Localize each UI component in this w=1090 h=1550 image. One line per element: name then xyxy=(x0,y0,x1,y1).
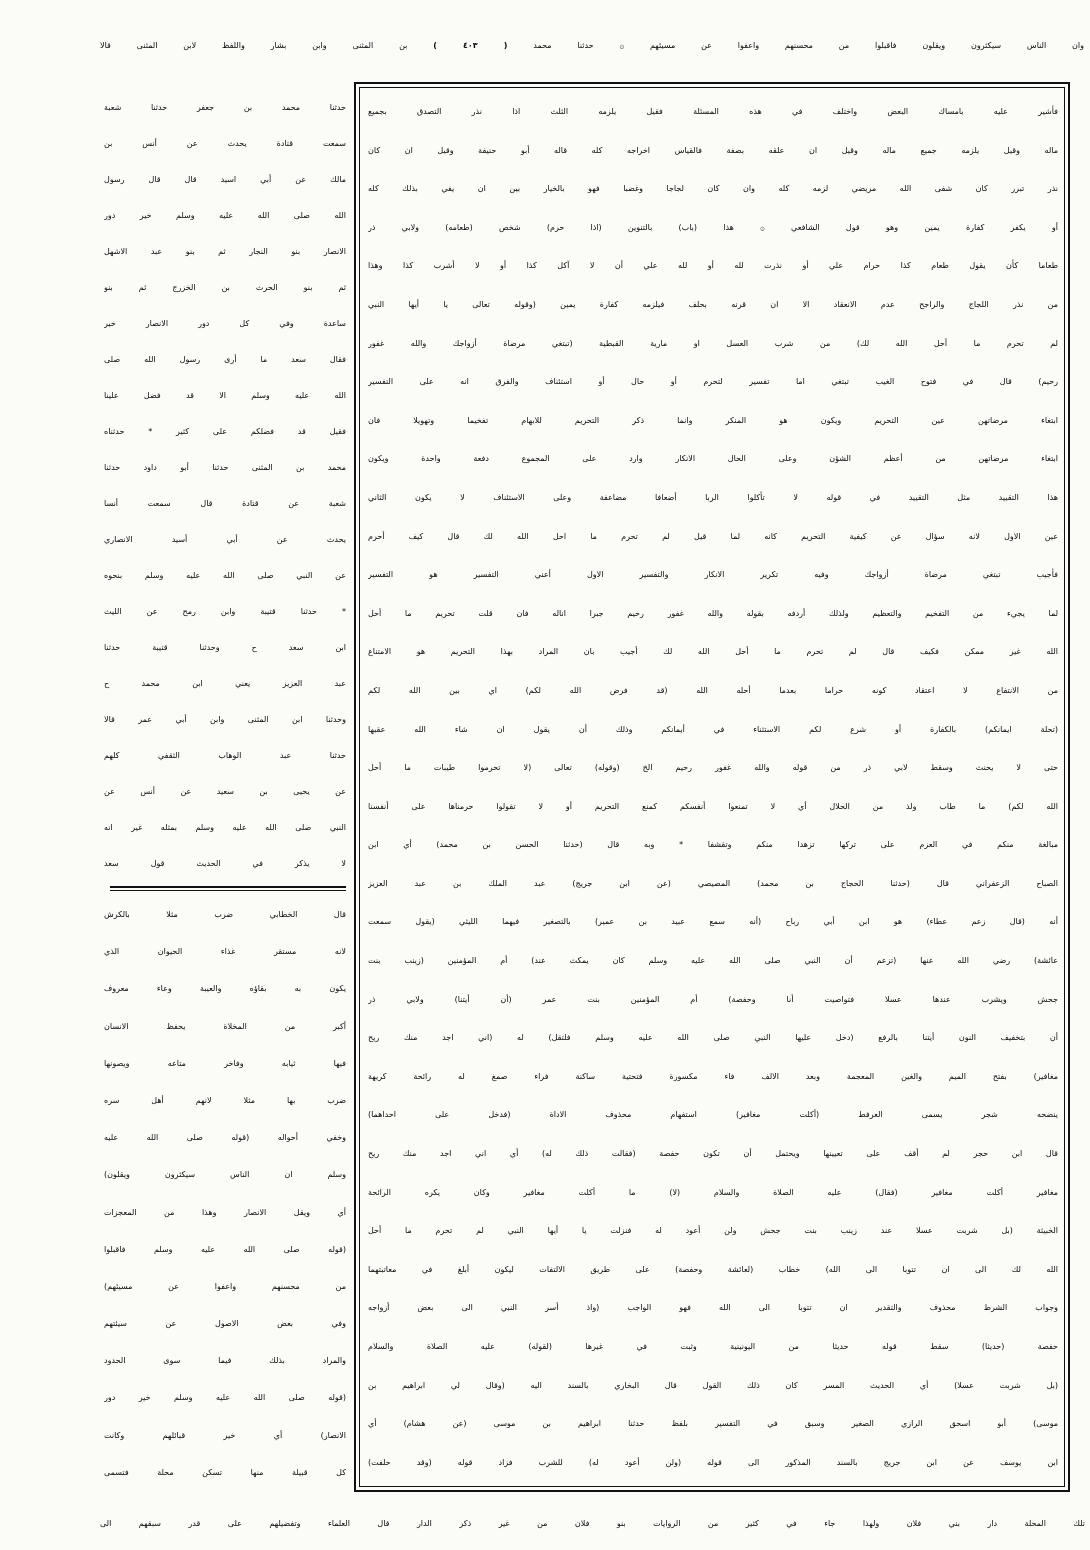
commentary-line: حفصة (حديثا) سقط قوله حديثا من اليونينية وثبت في غيرها (لقوله) عليه الصلاة والسلام xyxy=(368,1342,1058,1351)
hadith-line: محمد بن المثنى حدثنا أبو داود حدثنا xyxy=(104,463,346,472)
commentary-line: طعاما كأن يقول طعام كذا حرام علي أو نذرت لله أو لله علي أن لا آكل كذا أو لا أشرب كذا وهذا xyxy=(368,261,1058,271)
commentary-line: ماله وقيل يلزمه جميع ماله وقيل ان علقه بصفة فالقياس اخراجه كله قاله أبو حنيفة وقيل ان كان xyxy=(368,145,1058,155)
side-note-line: وفي بعض الاصول عن سيئتهم xyxy=(104,1319,346,1329)
commentary-line: وجواب الشرط محذوف والتقدير ان تتوبا الى الله فهو الواجب (واذ أسر النبي الى بعض أزواجه xyxy=(368,1303,1058,1313)
hadith-line: عن النبي صلى الله عليه وسلم بنحوه xyxy=(104,571,346,580)
hadith-line: النبي صلى الله عليه وسلم بمثله غير انه xyxy=(104,823,346,832)
hadith-line: عن يحيى بن سعيد عن أنس عن xyxy=(104,787,346,796)
commentary-line: ينضحه شجر يسمى العرفط (أكلت مغافير) استفهام محذوف الاداة (فدخل على احداهما) xyxy=(368,1110,1058,1120)
commentary-line: مغافير) بفتح الميم والغين المعجمة وبعد الالف فاء مكسورة فتحتية ساكنة فراء صمغ له رائحة كريهة xyxy=(368,1071,1058,1081)
commentary-line: ابن يوسف عن ابن جريج بالسند المذكور الى قوله (ولن أعود له) للشرب فزاد قوله (وقد حلفت) xyxy=(368,1457,1058,1467)
commentary-line: قال ابن حجر لم أقف على تعيينها ويحتمل أن تكون حفصة (فقالت ذلك له) أي اني اجد منك ريح xyxy=(368,1149,1058,1159)
commentary-line: الله لكم) ما طاب ولذ من الحلال أي لا تمنعوا أنفسكم كمنع التحريم أو لا تقولوا حرمناها على أنفسنا xyxy=(368,801,1058,811)
hadith-line: * حدثنا قتيبة وابن رمح عن الليث xyxy=(104,607,346,616)
column-divider xyxy=(110,886,346,891)
hadith-line: عبد العزيز يعني ابن محمد ح xyxy=(104,679,346,688)
commentary-line: (بل شربت عسلا) أي الحديث المسر كان ذلك القول قال البخاري بالسند اليه (وقال لي ابراهيم بن xyxy=(368,1380,1058,1390)
hadith-line: فقيل قد فضلكم على كثير * حدثناه xyxy=(104,427,346,436)
commentary-line: مغافير أكلت مغافير (فقال) عليه الصلاة والسلام (لا) ما أكلت مغافير وكان يكره الرائحة xyxy=(368,1187,1058,1197)
side-note-line: (قوله صلى الله عليه وسلم خير دور xyxy=(104,1393,346,1403)
side-note-line: (قوله صلى الله عليه وسلم فاقبلوا xyxy=(104,1244,346,1254)
side-note-line: أكبر من المخلاة يحفظ الانسان xyxy=(104,1021,346,1031)
hadith-line: لا يذكر في الحديث قول سعد xyxy=(104,859,346,868)
commentary-line: أو يكفر كفارة يمين وهو قول الشافعي ۞ هذا (باب) بالتنوين (اذا حرم) شخص (طعامه) ولابي ذر xyxy=(368,222,1058,232)
hadith-line: حدثنا محمد بن جعفر حدثنا شعبة xyxy=(104,103,346,112)
commentary-line: نذر تبرر كان شفى الله مريضي لزمه كله وان كان لجاجا وغضبا فهو بالخيار بين ان يفي بذلك كله xyxy=(368,184,1058,194)
commentary-line: الله غير ممكن فكيف قال لم تحرم ما أحل الله لك أجيب بان المراد بهذا التحريم هو الامتناع xyxy=(368,647,1058,657)
commentary-line: عين الاول لانه سؤال عن كيفية التحريم كانه لما قيل لم تحرم ما احل الله لك قال كيف أحرم xyxy=(368,531,1058,541)
commentary-line: الخبيثة (بل شربت عسلا عند زينب بنت جحش ولن أعود له فنزلت يا أيها النبي لم تحرم ما أحل xyxy=(368,1226,1058,1236)
hadith-line: فقال سعد ما أرى رسول الله صلى xyxy=(104,355,346,364)
running-header xyxy=(100,26,1084,66)
side-note-line: من محسنهم واعفوا عن مسيئهم) xyxy=(104,1281,346,1291)
commentary-frame xyxy=(354,82,1070,1492)
side-note-line: ضرب بها مثلا لانهم أهل سره xyxy=(104,1095,346,1105)
commentary-line: موسى) أبو اسحق الرازي الصغير وسبق في التفسير بلفظ حدثنا ابراهيم بن موسى (عن هشام) أي xyxy=(368,1419,1058,1429)
commentary-line: فأجيب تبتغي مرضاة أزواجك وفيه تكرير الانكار والتفسير الاول أعني التفسير هو التفسير xyxy=(368,570,1058,580)
hadith-line: يحدث عن أبي أسيد الانصاري xyxy=(104,535,346,544)
side-note-line: قال الخطابي ضرب مثلا بالكرش xyxy=(104,910,346,919)
page-number: ( ٤٠٣ ) xyxy=(433,41,508,50)
hadith-line: شعبة عن قتادة قال سمعت أنسا xyxy=(104,499,346,508)
commentary-line: الله لك الى ان تتوبا الى الله) خطاب (لعائشة وحفصة) على طريق الالتفات ليكون أبلغ في معاتبتهما xyxy=(368,1264,1058,1274)
hadith-line: سمعت قتادة يحدث عن أنس بن xyxy=(104,139,346,148)
hadith-line: وحدثنا ابن المثنى وابن أبي عمر قالا xyxy=(104,715,346,724)
commentary-line: (تحلة ايمانكم) بالكفارة أو شرع لكم الاستثناء في أيمانكم وذلك أن يقول ان شاء الله عقبها xyxy=(368,724,1058,734)
commentary-line: عائشة) رضي الله عنها (تزعم أن النبي صلى الله عليه وسلم كان يمكث عند) أم المؤمنين (زينب بنت xyxy=(368,956,1058,966)
hadith-line: ثم بنو الحرث بن الخزرج ثم بنو xyxy=(104,283,346,292)
commentary-line: مبالغة منكم في العزم على تركها تزهدا منكم وتقشفا * وبه قال (حدثنا الحسن بن محمد) أي ابن xyxy=(368,840,1058,850)
header-text-left: بن المثنى وابن بشار واللفظ لابن المثنى قالا xyxy=(100,41,408,50)
commentary-line: لم تحرم ما أحل الله لك) من شرب العسل او مارية القبطية (تبتغي مرضاة أزواجك والله غفور xyxy=(368,338,1058,348)
hadith-line: الله صلى الله عليه وسلم خير دور xyxy=(104,211,346,220)
hadith-line: الله عليه وسلم الا قد فضل علينا xyxy=(104,391,346,400)
side-note-line: وخفي أحواله (قوله صلى الله عليه xyxy=(104,1133,346,1143)
commentary-line: حتى لا يحنث وسقط لابي ذر من قوله والله غفور رحيم الخ (وقوله) تعالى (لا تحرموا طيبات ما أحل xyxy=(368,763,1058,773)
hadith-text-column xyxy=(104,90,346,882)
side-note-line: كل قبيلة منها تسكن محلة فتسمى xyxy=(104,1467,346,1477)
side-note-line: لانه مستقر غذاء الحيوان الذي xyxy=(104,947,346,957)
commentary-line: لما يجيء من التفخيم والتعظيم ولذلك أردفه بقوله والله غفور رحيم جبرا اناله فان قلت تحريم ما أحل xyxy=(368,608,1058,618)
side-note-line: والمراد بذلك فيما سوى الحدود xyxy=(104,1356,346,1366)
hadith-line: حدثنا عبد الوهاب الثقفي كلهم xyxy=(104,751,346,760)
commentary-line: الصباح الزعفراني قال (حدثنا الحجاج بن محمد) المصيصي (عن ابن جريج) عبد الملك بن عبد العزيز xyxy=(368,878,1058,888)
commentary-text-column xyxy=(368,93,1058,1482)
hadith-line: الانصار بنو النجار ثم بنو عبد الاشهل xyxy=(104,247,346,256)
commentary-line: فأشير عليه بامساك البعض واختلف في هذه المسئلة فقيل يلزمه الثلث اذا نذر التصدق بجميع xyxy=(368,107,1058,116)
side-note-line: أي ويقل الانصار وهذا من المعجزات xyxy=(104,1207,346,1217)
commentary-line: ابتغاء مرضاتهن من أعظم الشؤن وعلى الحال الانكار وارد على المجموع دفعة واحدة ويكون xyxy=(368,454,1058,464)
hadith-line: ابن سعد ح وحدثنا قتيبة حدثنا xyxy=(104,643,346,652)
side-note-line: فيها ثيابه وفاخر متاعه ويصونها xyxy=(104,1058,346,1068)
footer-line: تلك المحلة دار بني فلان ولهذا جاء في كثير من الروايات بنو فلان من غير ذكر الدار قال العلماء وتفضيلهم على قدر سبقهم الى xyxy=(100,1519,1085,1528)
side-note-line: الانصار) أي خير قبائلهم وكانت xyxy=(104,1430,346,1440)
commentary-line: من الانتفاع لا اعتقاد كونه حراما بعدما أحله الله (قد فرض الله لكم) اي بين الله لكم xyxy=(368,685,1058,695)
commentary-line: جحش ويشرب عندها عسلا فتواصيت أنا وحفصة) أم المؤمنين بنت عمر (أن أيتنا) ولابي ذر xyxy=(368,994,1058,1004)
header-text-right: وان الناس سيكثرون ويقلون فاقبلوا من محسنهم واعفوا عن مسيئهم ۞ حدثنا محمد xyxy=(533,41,1084,50)
side-notes-column xyxy=(104,896,346,1491)
commentary-line: ابتغاء مرضاتهن عين التحريم ويكون هو المنكر وانما ذكر التحريم للابهام تفخيما وتهويلا فان xyxy=(368,415,1058,425)
commentary-line: هذا التقييد مثل التقييد في قوله لا تأكلوا الربا أضعافا مضاعفة وعلى الاستئناف لا يكون الثاني xyxy=(368,492,1058,502)
hadith-line: ساعدة وفي كل دور الانصار خير xyxy=(104,319,346,328)
commentary-line: رحيم) قال في فتوح الغيب تبتغي اما تفسير لتحرم أو حال أو استئناف والفرق انه على التفسير xyxy=(368,377,1058,387)
side-note-line: وسلم ان الناس سيكثرون ويقلون) xyxy=(104,1170,346,1180)
side-note-line: يكون به بقاؤه والعيبة وعاء معروف xyxy=(104,984,346,994)
commentary-line: أنه (قال زعم عطاء) هو ابن أبي رباح (أنه سمع عبيد بن عمير) بالتصغير فيهما الليثي (يقول سمعت xyxy=(368,917,1058,927)
hadith-line: مالك عن أبي اسيد قال قال رسول xyxy=(104,175,346,184)
commentary-line: من نذر اللجاج والراجح عدم الانعقاد الا ان قرنه بحلف فيلزمه كفارة يمين (وقوله تعالى يا أيها النبي xyxy=(368,299,1058,309)
commentary-line: أن بتخفيف النون أيتنا بالرفع (دخل عليها النبي صلى الله عليه وسلم فلتقل) له (اني اجد منك ريح xyxy=(368,1033,1058,1043)
